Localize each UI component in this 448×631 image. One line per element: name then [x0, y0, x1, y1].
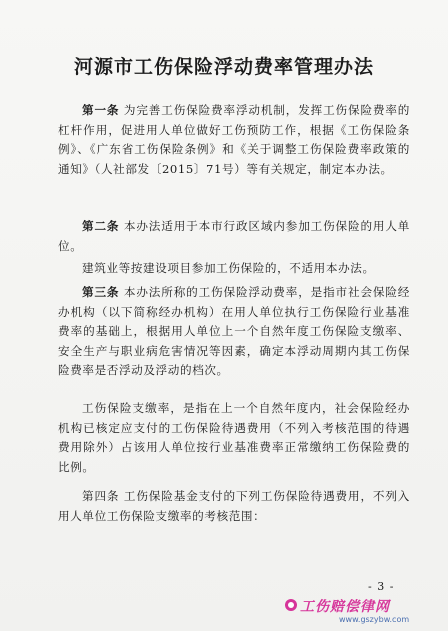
watermark-url: www.gszybw.com — [339, 615, 410, 624]
article-4-paragraph — [58, 487, 410, 526]
page-number: - 3 - — [368, 580, 395, 593]
article-1-paragraph — [58, 101, 410, 179]
article-3-lead: 第三条 — [82, 285, 120, 299]
payout-rate-definition-paragraph — [58, 399, 410, 477]
article-3-paragraph — [58, 283, 410, 381]
watermark-brand: 工伤赔偿律网 — [300, 599, 390, 615]
logo-icon — [284, 598, 298, 612]
article-4-text: 第四条 工伤保险基金支付的下列工伤保险待遇费用，不列入用人单位工伤保险支缴率的考核范围： — [58, 489, 410, 523]
payout-rate-definition-text: 工伤保险支缴率，是指在上一个自然年度内，社会保险经办机构已核定应支付的工伤保险待遇费用（不列入考核范围的待遇费用除外）占该用人单位按行业基准费率正常缴纳工伤保险费的比例。 — [58, 401, 410, 474]
article-2-paragraph — [58, 217, 410, 256]
article-3-text: 本办法所称的工伤保险浮动费率，是指市社会保险经办机构（以下简称经办机构）在用人单位执行工伤保险行业基准费率的基础上，根据用人单位上一个自然年度工伤保险支缴率、安全生产与职业病危害情况等因素，确定本浮动周期内其工伤保险费率是否浮动及浮动的档次。 — [58, 285, 410, 377]
construction-exclusion-text: 建筑业等按建设项目参加工伤保险的，不适用本办法。 — [82, 261, 375, 275]
article-2-text: 本办法适用于本市行政区域内参加工伤保险的用人单位。 — [58, 219, 410, 253]
document-title: 河源市工伤保险浮动费率管理办法 — [73, 56, 374, 78]
construction-exclusion-paragraph — [58, 259, 410, 279]
article-1-text: 为完善工伤保险费率浮动机制，发挥工伤保险费率的杠杆作用，促进用人单位做好工伤预防工作，根据《工伤保险条例》、《广东省工伤保险条例》和《关于调整工伤保险费率政策的通知》（人社部发〔2015〕71号）等有关规定，制定本办法。 — [58, 103, 410, 176]
article-1-lead: 第一条 — [82, 103, 120, 117]
article-2-lead: 第二条 — [82, 219, 120, 233]
